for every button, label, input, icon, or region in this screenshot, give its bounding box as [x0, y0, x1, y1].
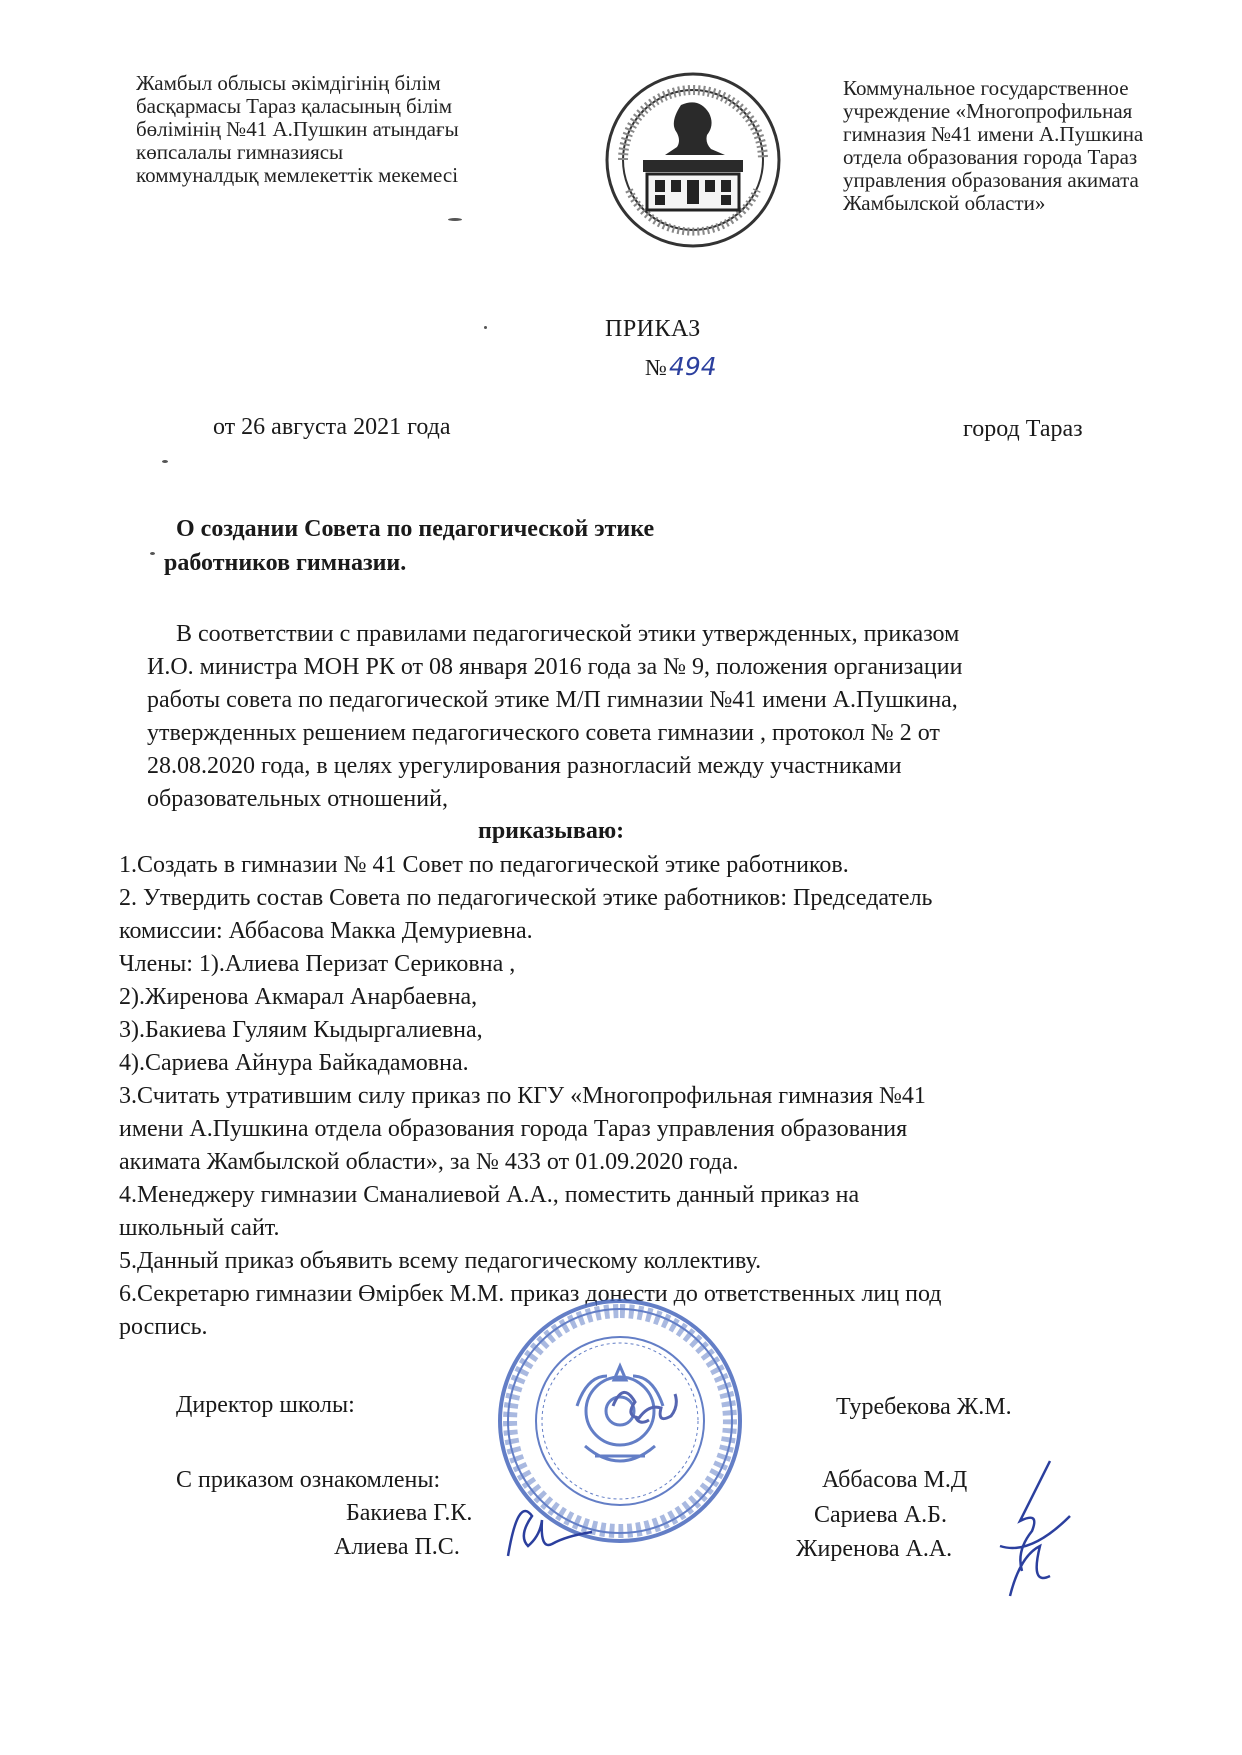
preamble-line: 28.08.2020 года, в целях урегулирования разногласий между участниками [147, 753, 902, 779]
signature-icon [980, 1456, 1080, 1606]
acquainted-name-right: Жиренова А.А. [796, 1536, 953, 1562]
director-label: Директор школы: [176, 1392, 355, 1418]
header-right-line: Жамбылской области» [843, 191, 1046, 215]
header-right-line: отдела образования города Тараз [843, 145, 1138, 169]
item-line: школьный сайт. [119, 1215, 280, 1241]
acquainted-label: С приказом ознакомлены: [176, 1467, 441, 1493]
item-line: 2).Жиренова Акмарал Анарбаевна, [119, 984, 478, 1010]
header-right-line: гимназия №41 имени А.Пушкина [843, 122, 1144, 146]
order-subject [164, 512, 655, 580]
order-number [645, 352, 717, 381]
item-line: комиссии: Аббасова Макка Демуриевна. [119, 918, 533, 944]
subject-line: работников гимназии. [164, 550, 407, 576]
order-title: ПРИКАЗ [605, 316, 701, 342]
header-right-russian [843, 77, 1203, 215]
header-left-line: басқармасы Тараз қаласының білім [136, 94, 453, 118]
orders-word: приказываю: [478, 818, 625, 844]
order-number-prefix: № [645, 355, 667, 380]
acquainted-name-right: Сариева А.Б. [814, 1502, 947, 1528]
header-left-line: Жамбыл облысы әкімдігінің білім [136, 71, 441, 95]
acquainted-name-left: Бакиева Г.К. [346, 1500, 473, 1526]
order-number-handwritten: 494 [668, 352, 717, 381]
director-name: Туребекова Ж.М. [836, 1394, 1012, 1420]
scan-speck [448, 218, 462, 221]
header-right-line: управления образования акимата [843, 168, 1139, 192]
header-left-line: көпсалалы гимназиясы [136, 140, 344, 164]
header-left-line: бөлімінің №41 А.Пушкин атындағы [136, 117, 459, 141]
acquainted-name-right: Аббасова М.Д [822, 1467, 968, 1493]
header-right-line: учреждение «Многопрофильная [843, 99, 1133, 123]
header-left-line: коммуналдық мемлекеттік мекемесі [136, 163, 459, 187]
item-line: акимата Жамбылской области», за № 433 от 01.09.2020 года. [119, 1149, 739, 1175]
preamble-line: работы совета по педагогической этике М/П гимназии №41 имени А.Пушкина, [147, 687, 958, 713]
item-line: имени А.Пушкина отдела образования города Тараз управления образования [119, 1116, 908, 1142]
order-city: город Тараз [963, 416, 1083, 442]
header-right-line: Коммунальное государственное [843, 76, 1129, 100]
preamble-line: утвержденных решением педагогического совета гимназии , протокол № 2 от [147, 720, 940, 746]
signature-icon [488, 1486, 608, 1576]
acquainted-name-left: Алиева П.С. [334, 1534, 460, 1560]
item-line: 4).Сариева Айнура Байкадамовна. [119, 1050, 469, 1076]
item-line: 6.Секретарю гимназии Өмірбек М.М. приказ донести до ответственных лиц под [119, 1281, 942, 1307]
item-line: 3).Бакиева Гуляим Кыдыргалиевна, [119, 1017, 483, 1043]
preamble-line: образовательных отношений, [147, 786, 448, 812]
subject-line: О создании Совета по педагогической этике [176, 516, 655, 542]
preamble-line: И.О. министра МОН РК от 08 января 2016 года за № 9, положения организации [147, 654, 963, 680]
item-line: 1.Создать в гимназии № 41 Совет по педагогической этике работников. [119, 852, 849, 878]
scan-speck [150, 552, 155, 555]
item-line: 5.Данный приказ объявить всему педагогическому коллективу. [119, 1248, 762, 1274]
gymnasium-emblem-icon [603, 70, 783, 250]
header-left-kazakh [136, 72, 556, 187]
item-line: 4.Менеджеру гимназии Сманалиевой А.А., поместить данный приказ на [119, 1182, 860, 1208]
order-date: от 26 августа 2021 года [213, 414, 451, 440]
scan-speck [484, 326, 487, 329]
item-line: роспись. [119, 1314, 208, 1340]
item-line: 3.Считать утратившим силу приказ по КГУ «Многопрофильная гимназия №41 [119, 1083, 926, 1109]
item-line: Члены: 1).Алиева Перизат Сериковна , [119, 951, 516, 977]
scan-speck [162, 460, 168, 463]
preamble-line: В соответствии с правилами педагогической этики утвержденных, приказом [176, 621, 960, 647]
item-line: 2. Утвердить состав Совета по педагогической этике работников: Председатель [119, 885, 933, 911]
